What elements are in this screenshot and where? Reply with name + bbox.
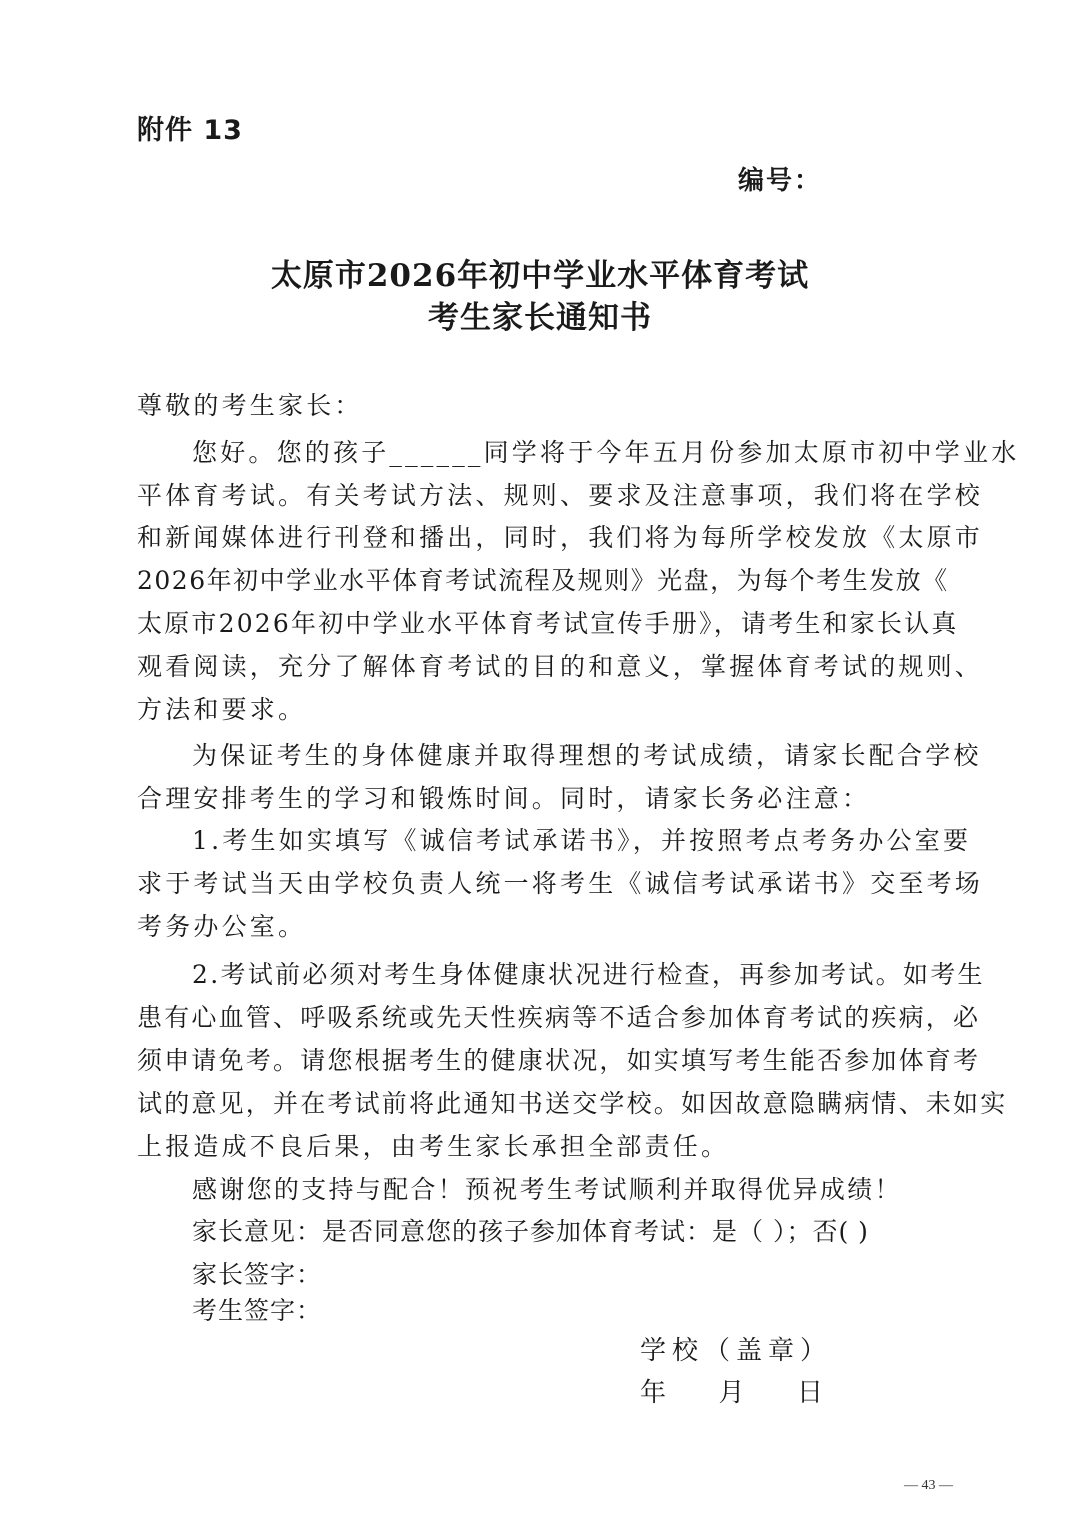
signature-line xyxy=(0,1291,1080,1327)
greeting-line xyxy=(0,386,1080,422)
paragraph-line xyxy=(0,998,1080,1034)
school-seal-label: 学校（盖章） xyxy=(640,1336,833,1366)
p2-line-2: 合理安排考生的学习和锻炼时间。同时，请家长务必注意： xyxy=(137,784,871,813)
p4-line-1: 2.考试前必须对考生身体健康状况进行检查，再参加考试。如考生 xyxy=(192,960,985,989)
paragraph-line xyxy=(0,518,1080,554)
closing-line xyxy=(0,1170,1080,1206)
paragraph-line xyxy=(0,1041,1080,1077)
paragraph-line xyxy=(0,955,1080,991)
p1-line-5: 太原市2026年初中学业水平体育考试宣传手册》，请考生和家长认真 xyxy=(137,609,959,638)
paragraph-line xyxy=(0,476,1080,512)
p3-line-2: 求于考试当天由学校负责人统一将考生《诚信考试承诺书》交至考场 xyxy=(137,869,984,898)
paragraph-line xyxy=(0,1127,1080,1163)
p1-line-7: 方法和要求。 xyxy=(137,695,307,724)
paragraph-line xyxy=(0,907,1080,943)
p1-line-2: 平体育考试。有关考试方法、规则、要求及注意事项，我们将在学校 xyxy=(137,481,984,510)
serial-number-label: 编号： xyxy=(738,166,823,196)
paragraph-line xyxy=(0,690,1080,726)
p4-line-4: 试的意见，并在考试前将此通知书送交学校。如因故意隐瞒病情、未如实 xyxy=(137,1089,1008,1118)
p4-line-3: 须申请免考。请您根据考生的健康状况，如实填写考生能否参加体育考 xyxy=(137,1046,981,1075)
paragraph-line xyxy=(0,1084,1080,1120)
signature-line xyxy=(0,1255,1080,1291)
page-number: — 43 — xyxy=(904,1478,953,1493)
attachment-label: 附件 13 xyxy=(137,115,243,146)
p4-line-5: 上报造成不良后果，由考生家长承担全部责任。 xyxy=(137,1132,730,1161)
p1-line-1: 您好。您的孩子______同学将于今年五月份参加太原市初中学业水 xyxy=(192,438,1020,467)
opinion-line xyxy=(0,1212,1080,1248)
parent-opinion: 家长意见：是否同意您的孩子参加体育考试：是（ ）；否( ) xyxy=(192,1217,869,1246)
student-signature-label: 考生签字： xyxy=(192,1296,323,1325)
document-title: 太原市2026年初中学业水平体育考试 xyxy=(270,258,810,294)
paragraph-line xyxy=(0,647,1080,683)
date-label: 年 月 日 xyxy=(640,1378,836,1408)
p1-line-4: 2026年初中学业水平体育考试流程及规则》光盘，为每个考生发放《 xyxy=(137,566,949,595)
p3-line-3: 考务办公室。 xyxy=(137,912,307,941)
p4-line-2: 患有心血管、呼吸系统或先天性疾病等不适合参加体育考试的疾病，必 xyxy=(137,1003,981,1032)
paragraph-line xyxy=(0,779,1080,815)
paragraph-line xyxy=(0,604,1080,640)
document-subtitle: 考生家长通知书 xyxy=(428,300,652,336)
p1-line-6: 观看阅读，充分了解体育考试的目的和意义，掌握体育考试的规则、 xyxy=(137,652,984,681)
paragraph-line xyxy=(0,433,1080,469)
p1-line-3: 和新闻媒体进行刊登和播出，同时，我们将为每所学校发放《太原市 xyxy=(137,523,984,552)
paragraph-line xyxy=(0,821,1080,857)
parent-signature-label: 家长签字： xyxy=(192,1260,323,1289)
p3-line-1: 1.考生如实填写《诚信考试承诺书》，并按照考点考务办公室要 xyxy=(192,826,972,855)
paragraph-line xyxy=(0,561,1080,597)
thanks-text: 感谢您的支持与配合！预祝考生考试顺利并取得优异成绩！ xyxy=(192,1175,902,1204)
paragraph-line xyxy=(0,736,1080,772)
paragraph-line xyxy=(0,864,1080,900)
p2-line-1: 为保证考生的身体健康并取得理想的考试成绩，请家长配合学校 xyxy=(192,741,982,770)
greeting: 尊敬的考生家长： xyxy=(137,391,363,420)
